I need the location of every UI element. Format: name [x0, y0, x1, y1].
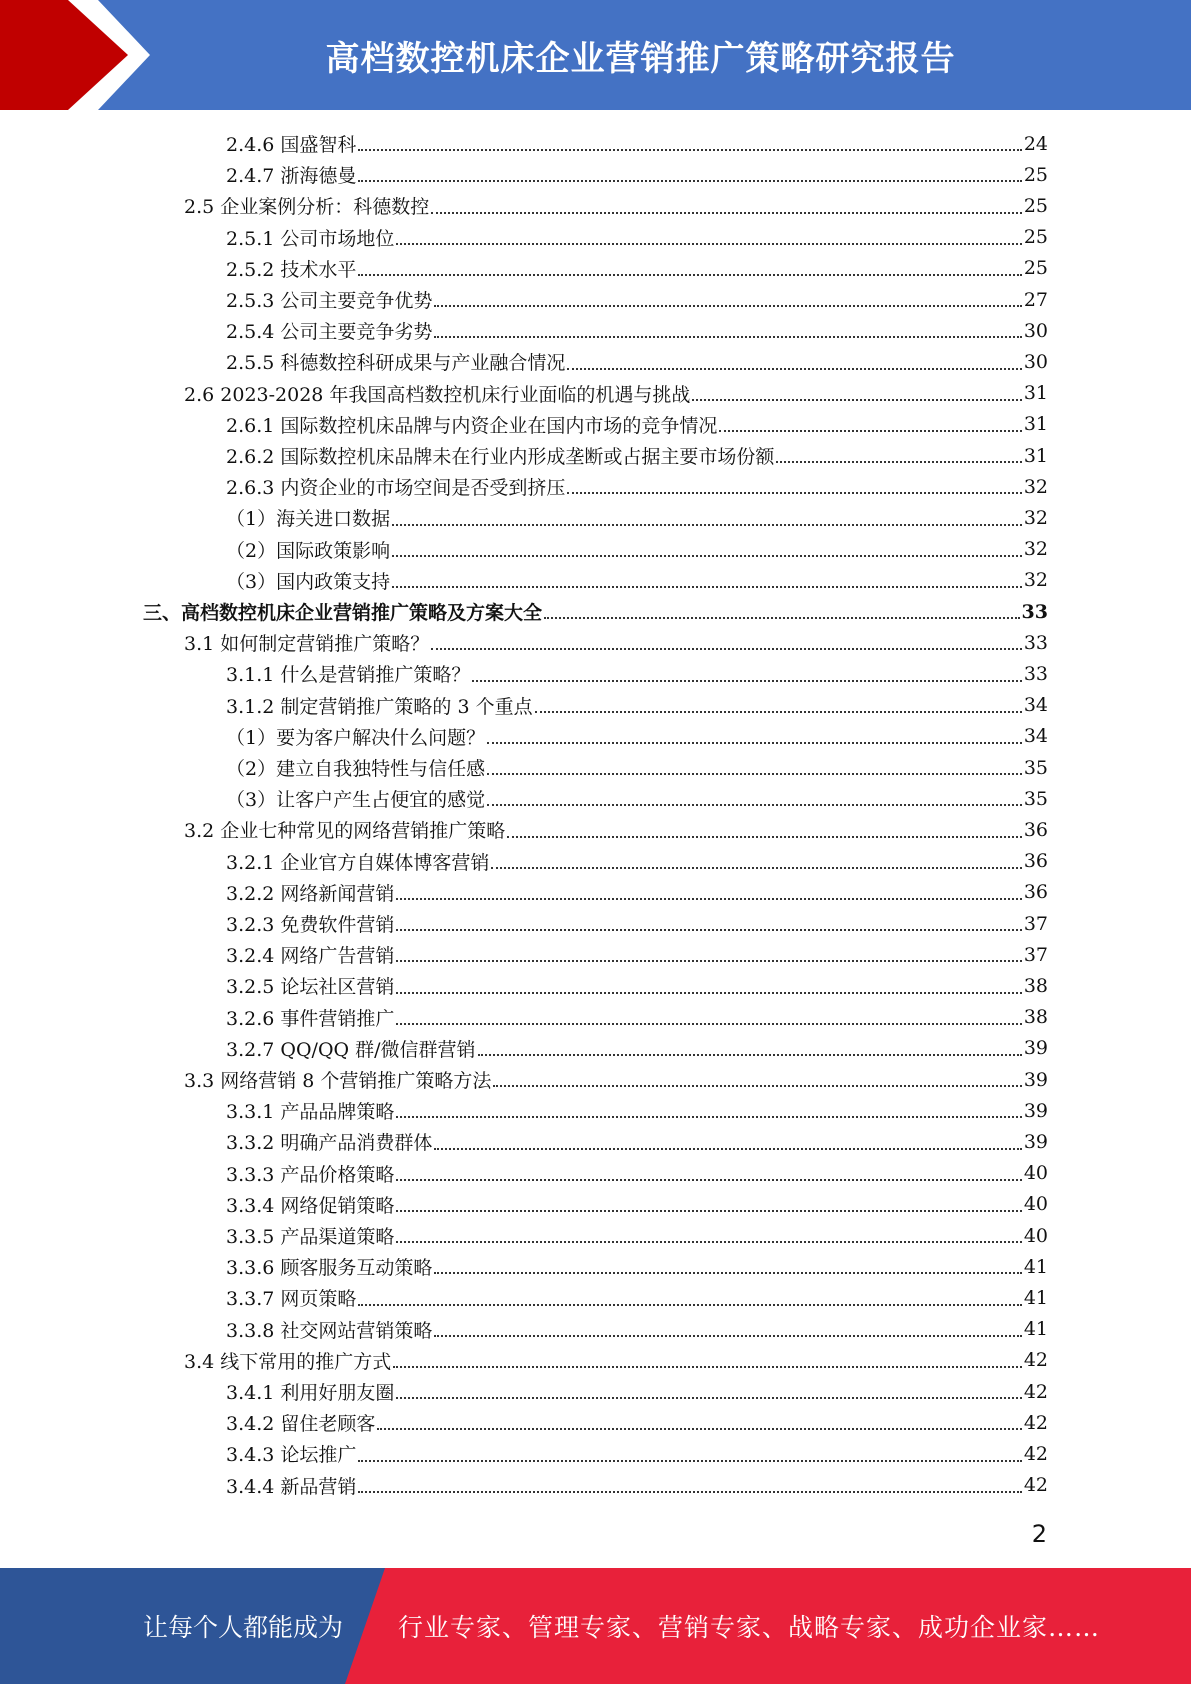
toc-entry[interactable] — [226, 409, 1048, 440]
toc-entry[interactable] — [226, 1220, 1048, 1251]
toc-dot-leader — [396, 1179, 1021, 1181]
toc-entry-label — [184, 1066, 491, 1093]
toc-entry-number: 3.3.8 — [226, 1319, 275, 1342]
toc-entry-number: 3.3.2 — [226, 1132, 275, 1155]
toc-entry-label — [226, 504, 390, 531]
toc-entry-number: 3.3.5 — [226, 1226, 275, 1249]
toc-entry-number: 3.3 — [184, 1070, 215, 1093]
toc-entry[interactable] — [226, 939, 1048, 970]
toc-entry[interactable] — [226, 502, 1048, 533]
toc-dot-leader — [396, 992, 1021, 994]
toc-entry-number: 3.4.3 — [226, 1444, 275, 1467]
toc-entry-page: 25 — [1023, 257, 1048, 280]
toc-entry-title: 公司主要竞争优势 — [280, 290, 433, 313]
toc-dot-leader — [434, 1148, 1021, 1150]
toc-entry[interactable] — [226, 846, 1048, 877]
toc-entry-page: 39 — [1023, 1068, 1048, 1091]
toc-entry-label — [226, 1409, 375, 1436]
toc-entry[interactable] — [226, 908, 1048, 939]
toc-entry[interactable] — [184, 190, 1048, 221]
toc-entry[interactable] — [226, 1438, 1048, 1469]
toc-entry-number: 3.2.3 — [226, 914, 275, 937]
toc-entry-page: 25 — [1023, 163, 1048, 186]
toc-entry-label — [184, 192, 429, 219]
toc-entry-title: 公司市场地位 — [280, 227, 395, 250]
toc-entry-label — [226, 1004, 394, 1031]
toc-dot-leader — [392, 586, 1022, 588]
toc-entry-page: 31 — [1023, 382, 1048, 405]
toc-entry-page: 25 — [1023, 226, 1048, 249]
toc-entry-label — [226, 1316, 432, 1343]
footer-slogan-left: 让每个人都能成为 — [143, 1613, 344, 1642]
toc-entry-label — [184, 816, 505, 843]
toc-entry-page: 34 — [1023, 725, 1048, 748]
toc-entry-number: 3.2.6 — [226, 1007, 275, 1030]
toc-entry-title: 要为客户解决什么问题？ — [276, 726, 486, 749]
toc-entry-number: 三、 — [143, 602, 182, 625]
toc-entry-page: 32 — [1023, 538, 1048, 561]
toc-entry-page: 34 — [1023, 694, 1048, 717]
toc-entry-number: 3.4 — [184, 1350, 215, 1373]
toc-entry[interactable] — [226, 471, 1048, 502]
toc-entry-page: 33 — [1023, 631, 1048, 654]
toc-entry-page: 42 — [1023, 1380, 1048, 1403]
toc-dot-leader — [396, 960, 1021, 962]
toc-entry[interactable] — [226, 534, 1048, 565]
toc-entry[interactable] — [184, 814, 1048, 845]
toc-entry[interactable] — [226, 159, 1048, 190]
toc-entry-title: 国内政策支持 — [276, 570, 391, 593]
toc-entry[interactable] — [226, 1158, 1048, 1189]
toc-dot-leader — [396, 1397, 1021, 1399]
toc-entry-title: 顾客服务互动策略 — [280, 1257, 433, 1280]
toc-entry-number: 3.2.5 — [226, 976, 275, 999]
toc-dot-leader — [567, 492, 1021, 494]
toc-entry-label — [226, 411, 717, 438]
toc-entry-number: 2.5 — [184, 196, 215, 219]
toc-entry-page: 31 — [1023, 444, 1048, 467]
toc-entry-label — [226, 1284, 356, 1311]
toc-entry[interactable] — [226, 1033, 1048, 1064]
toc-dot-leader — [491, 867, 1021, 869]
toc-entry-page: 36 — [1023, 818, 1048, 841]
toc-entry[interactable] — [226, 752, 1048, 783]
toc-entry-number: 3.3.3 — [226, 1163, 275, 1186]
toc-entry-page: 30 — [1023, 350, 1048, 373]
toc-entry-number: 2.4.6 — [226, 134, 275, 157]
toc-entry-page: 38 — [1023, 1006, 1048, 1029]
toc-entry[interactable] — [226, 222, 1048, 253]
toc-dot-leader — [544, 617, 1020, 619]
toc-entry-number: 2.5.1 — [226, 227, 275, 250]
toc-entry-title: 企业七种常见的网络营销推广策略 — [220, 820, 506, 843]
toc-entry-page: 41 — [1023, 1255, 1048, 1278]
toc-entry-page: 40 — [1023, 1162, 1048, 1185]
toc-entry-title: 让客户产生占便宜的感觉 — [276, 789, 486, 812]
toc-entry[interactable] — [226, 1407, 1048, 1438]
toc-entry-title: 新品营销 — [280, 1475, 357, 1498]
toc-dot-leader — [692, 399, 1021, 401]
toc-entry[interactable] — [226, 970, 1048, 1001]
toc-entry-page: 35 — [1023, 756, 1048, 779]
toc-entry-title: 利用好朋友圈 — [280, 1382, 395, 1405]
toc-entry-number: 3.3.1 — [226, 1101, 275, 1124]
toc-entry-page: 25 — [1023, 194, 1048, 217]
toc-entry-page: 27 — [1023, 288, 1048, 311]
toc-entry-label — [226, 660, 470, 687]
toc-dot-leader — [396, 929, 1021, 931]
toc-entry-page: 24 — [1023, 132, 1048, 155]
toc-entry[interactable] — [226, 440, 1048, 471]
toc-dot-leader — [719, 430, 1021, 432]
toc-entry-title: 网络营销 8 个营销推广策略方法 — [220, 1070, 492, 1093]
toc-entry-number: 2.5.2 — [226, 258, 275, 281]
toc-entry[interactable] — [226, 346, 1048, 377]
toc-entry[interactable] — [226, 1126, 1048, 1157]
toc-dot-leader — [472, 680, 1021, 682]
toc-entry-label — [226, 1191, 394, 1218]
toc-entry-label — [226, 286, 432, 313]
toc-entry-number: 2.5.5 — [226, 352, 275, 375]
toc-entry-label — [226, 1440, 356, 1467]
toc-entry-title: 海关进口数据 — [276, 508, 391, 531]
toc-entry-label — [226, 317, 432, 344]
toc-dot-leader — [487, 804, 1022, 806]
toc-dot-leader — [431, 648, 1022, 650]
toc-dot-leader — [434, 1335, 1021, 1337]
toc-entry-page: 39 — [1023, 1130, 1048, 1153]
toc-entry-title: 企业案例分析：科德数控 — [220, 196, 430, 219]
toc-entry-page: 31 — [1023, 413, 1048, 436]
toc-entry-label — [226, 348, 565, 375]
toc-entry-label — [226, 1222, 394, 1249]
toc-entry[interactable] — [226, 877, 1048, 908]
toc-entry[interactable] — [184, 378, 1048, 409]
footer-slogan-right: 行业专家、管理专家、营销专家、战略专家、成功企业家…… — [398, 1613, 1101, 1642]
header-banner — [0, 0, 1191, 110]
toc-entry-title: 什么是营销推广策略？ — [280, 664, 471, 687]
toc-entry[interactable] — [226, 253, 1048, 284]
toc-entry-title: 制定营销推广策略的 3 个重点 — [280, 695, 533, 718]
toc-entry[interactable] — [226, 1314, 1048, 1345]
toc-entry-title: 产品渠道策略 — [280, 1226, 395, 1249]
page-number: 2 — [1031, 1520, 1047, 1548]
toc-entry-title: 国际数控机床品牌未在行业内形成垄断或占据主要市场份额 — [280, 446, 775, 469]
toc-entry-page: 40 — [1023, 1193, 1048, 1216]
toc-dot-leader — [396, 898, 1021, 900]
toc-entry-label — [226, 754, 485, 781]
toc-entry-number: （2） — [226, 539, 277, 562]
toc-entry-number: 2.5.3 — [226, 290, 275, 313]
toc-entry-number: 3.2.1 — [226, 851, 275, 874]
toc-entry[interactable] — [184, 1064, 1048, 1095]
toc-entry-page: 35 — [1023, 787, 1048, 810]
toc-entry-number: 2.6.3 — [226, 477, 275, 500]
toc-entry-title: 如何制定营销推广策略？ — [220, 633, 430, 656]
toc-entry-page: 37 — [1023, 943, 1048, 966]
toc-dot-leader — [392, 555, 1022, 557]
toc-entry[interactable] — [226, 658, 1048, 689]
toc-entry-number: 2.4.7 — [226, 165, 275, 188]
report-title: 高档数控机床企业营销推广策略研究报告 — [325, 38, 956, 79]
toc-entry-number: 3.4.2 — [226, 1413, 275, 1436]
toc-entry-title: 论坛推广 — [280, 1444, 357, 1467]
footer-banner — [0, 1568, 1191, 1684]
toc-entry-page: 41 — [1023, 1286, 1048, 1309]
toc-entry[interactable] — [226, 284, 1048, 315]
toc-entry-page: 36 — [1023, 881, 1048, 904]
toc-entry-number: （3） — [226, 570, 277, 593]
toc-entry-label — [226, 1097, 394, 1124]
toc-entry-number: 2.5.4 — [226, 321, 275, 344]
toc-dot-leader — [396, 243, 1021, 245]
toc-entry-page: 42 — [1023, 1442, 1048, 1465]
toc-entry-number: 3.3.7 — [226, 1288, 275, 1311]
toc-dot-leader — [434, 1272, 1021, 1274]
toc-entry-label — [184, 1347, 391, 1374]
toc-entry-title: 高档数控机床企业营销推广策略及方案大全 — [181, 602, 543, 625]
toc-entry[interactable] — [226, 783, 1048, 814]
toc-entry-title: 免费软件营销 — [280, 914, 395, 937]
toc-dot-leader — [396, 1241, 1021, 1243]
toc-dot-leader — [358, 1460, 1021, 1462]
toc-entry[interactable] — [226, 1189, 1048, 1220]
toc-entry-label — [226, 910, 394, 937]
toc-entry-label — [226, 1035, 476, 1062]
toc-entry-label — [226, 848, 489, 875]
toc-entry-label — [226, 161, 356, 188]
toc-entry-title: 网页策略 — [280, 1288, 357, 1311]
toc-entry-label — [226, 567, 390, 594]
toc-entry-number: （1） — [226, 508, 277, 531]
toc-entry[interactable] — [226, 315, 1048, 346]
toc-entry-label — [226, 972, 394, 999]
toc-entry-number: 3.4.1 — [226, 1382, 275, 1405]
toc-entry[interactable] — [226, 1282, 1048, 1313]
toc-entry-number: 3.1 — [184, 633, 215, 656]
toc-entry-page: 30 — [1023, 319, 1048, 342]
toc-entry-number: 3.2 — [184, 820, 215, 843]
toc-entry-page: 42 — [1023, 1474, 1048, 1497]
toc-entry[interactable] — [226, 690, 1048, 721]
toc-entry-title: 科德数控科研成果与产业融合情况 — [280, 352, 566, 375]
toc-entry[interactable] — [226, 721, 1048, 752]
toc-entry-title: 企业官方自媒体博客营销 — [280, 851, 490, 874]
toc-entry-page: 38 — [1023, 974, 1048, 997]
toc-entry-title: 2023-2028 年我国高档数控机床行业面临的机遇与挑战 — [220, 383, 691, 406]
toc-entry-title: 社交网站营销策略 — [280, 1319, 433, 1342]
toc-entry-label — [184, 629, 429, 656]
toc-entry-title: 国际数控机床品牌与内资企业在国内市场的竞争情况 — [280, 414, 718, 437]
toc-dot-leader — [434, 336, 1021, 338]
toc-entry-label — [143, 598, 542, 625]
toc-entry-label — [226, 536, 390, 563]
toc-entry-number: 3.1.2 — [226, 695, 275, 718]
toc-entry-title: QQ/QQ 群/微信群营销 — [280, 1038, 476, 1061]
toc-entry-title: 国际政策影响 — [276, 539, 391, 562]
toc-entry-number: 2.6 — [184, 383, 215, 406]
toc-dot-leader — [487, 773, 1022, 775]
toc-entry[interactable] — [226, 1095, 1048, 1126]
toc-entry-number: 3.2.2 — [226, 882, 275, 905]
toc-entry-page: 39 — [1023, 1099, 1048, 1122]
toc-entry-page: 42 — [1023, 1349, 1048, 1372]
toc-entry-label — [226, 1160, 394, 1187]
toc-entry-title: 产品价格策略 — [280, 1163, 395, 1186]
toc-entry-number: 3.3.6 — [226, 1257, 275, 1280]
toc-entry-number: 2.6.2 — [226, 446, 275, 469]
toc-entry-label — [226, 130, 356, 157]
toc-dot-leader — [377, 1428, 1021, 1430]
toc-entry-title: 建立自我独特性与信任感 — [276, 758, 486, 781]
toc-entry-page: 32 — [1023, 506, 1048, 529]
toc-entry-page: 32 — [1023, 475, 1048, 498]
toc-entry-label — [184, 380, 690, 407]
toc-entry-number: 3.1.1 — [226, 664, 275, 687]
toc-dot-leader — [396, 1210, 1021, 1212]
toc-entry[interactable] — [143, 596, 1048, 627]
toc-dot-leader — [478, 1054, 1022, 1056]
toc-dot-leader — [567, 368, 1021, 370]
toc-entry-number: 3.3.4 — [226, 1194, 275, 1217]
toc-entry-title: 明确产品消费群体 — [280, 1132, 433, 1155]
toc-dot-leader — [431, 212, 1022, 214]
toc-dot-leader — [776, 461, 1021, 463]
toc-dot-leader — [507, 836, 1022, 838]
toc-entry-label — [226, 442, 774, 469]
toc-entry-title: 留住老顾客 — [280, 1413, 376, 1436]
toc-entry-title: 浙海德曼 — [280, 165, 357, 188]
toc-entry-page: 32 — [1023, 569, 1048, 592]
toc-entry[interactable] — [226, 565, 1048, 596]
toc-entry-number: 3.2.4 — [226, 945, 275, 968]
toc-entry-number: （2） — [226, 758, 277, 781]
toc-entry-title: 事件营销推广 — [280, 1007, 395, 1030]
toc-entry-title: 网络促销策略 — [280, 1194, 395, 1217]
toc-entry-label — [226, 1128, 432, 1155]
toc-entry-label — [226, 785, 485, 812]
toc-entry-label — [226, 941, 394, 968]
toc-entry-page: 33 — [1023, 662, 1048, 685]
toc-entry-title: 网络新闻营销 — [280, 882, 395, 905]
toc-entry[interactable] — [226, 1470, 1048, 1501]
toc-entry[interactable] — [226, 1376, 1048, 1407]
toc-entry[interactable] — [226, 128, 1048, 159]
toc-entry-title: 论坛社区营销 — [280, 976, 395, 999]
toc-dot-leader — [392, 524, 1022, 526]
toc-entry-label — [226, 224, 394, 251]
toc-entry-number: 3.4.4 — [226, 1475, 275, 1498]
toc-entry-label — [226, 1472, 356, 1499]
toc-entry-page: 40 — [1023, 1224, 1048, 1247]
toc-entry-title: 公司主要竞争劣势 — [280, 321, 433, 344]
toc-entry-title: 网络广告营销 — [280, 945, 395, 968]
toc-dot-leader — [396, 1023, 1021, 1025]
toc-entry[interactable] — [184, 1345, 1048, 1376]
toc-entry-title: 线下常用的推广方式 — [220, 1350, 392, 1373]
toc-dot-leader — [393, 1366, 1022, 1368]
toc-entry-label — [226, 255, 356, 282]
toc-entry-page: 37 — [1023, 912, 1048, 935]
toc-entry-page: 39 — [1023, 1037, 1048, 1060]
toc-dot-leader — [358, 180, 1021, 182]
toc-entry-number: （1） — [226, 726, 277, 749]
toc-entry-label — [226, 473, 565, 500]
toc-entry-page: 33 — [1021, 600, 1048, 623]
toc-entry-page: 36 — [1023, 850, 1048, 873]
toc-entry-label — [226, 879, 394, 906]
toc-entry-number: 3.2.7 — [226, 1038, 275, 1061]
toc-entry-number: 2.6.1 — [226, 414, 275, 437]
toc-entry-title: 产品品牌策略 — [280, 1101, 395, 1124]
toc-entry[interactable] — [226, 1251, 1048, 1282]
toc-entry-title: 内资企业的市场空间是否受到挤压 — [280, 477, 566, 500]
toc-dot-leader — [434, 305, 1021, 307]
toc-dot-leader — [358, 1491, 1021, 1493]
toc-dot-leader — [358, 149, 1021, 151]
toc-dot-leader — [493, 1085, 1021, 1087]
toc-entry-label — [226, 723, 485, 750]
toc-entry-label — [226, 692, 533, 719]
toc-dot-leader — [358, 1304, 1021, 1306]
toc-dot-leader — [535, 711, 1022, 713]
toc-dot-leader — [487, 742, 1022, 744]
toc-entry[interactable] — [226, 1002, 1048, 1033]
toc-entry-title: 技术水平 — [280, 258, 357, 281]
toc-entry-number: （3） — [226, 789, 277, 812]
toc-entry-page: 42 — [1023, 1411, 1048, 1434]
toc-entry-label — [226, 1253, 432, 1280]
toc-entry-label — [226, 1378, 394, 1405]
toc-entry-title: 国盛智科 — [280, 134, 357, 157]
toc-entry[interactable] — [184, 627, 1048, 658]
toc-dot-leader — [358, 274, 1021, 276]
toc-entry-page: 41 — [1023, 1318, 1048, 1341]
toc-dot-leader — [396, 1116, 1021, 1118]
